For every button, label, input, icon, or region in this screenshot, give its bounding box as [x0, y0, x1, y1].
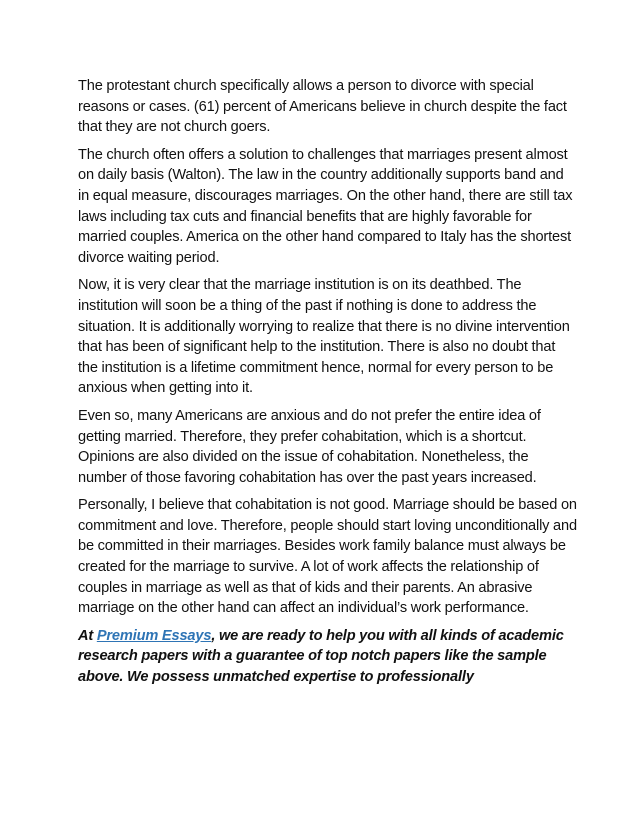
promo-text: , we are ready to help you with all kinds of academic research papers with a guarantee of top notch papers like the sample above. We possess unmatched expertise to professionally: [78, 627, 564, 686]
paragraph-4: Even so, many Americans are anxious and do not prefer the entire idea of getting married. Therefore, they prefer cohabitation, which is a shortcut. Opinions are also divided on the issue of cohabitation. Nonetheless, the number of those favoring cohabitation has over the past years increased.: [78, 407, 541, 486]
paragraph-1: The protestant church specifically allows a person to divorce with special reasons or cases. (61) percent of Americans believe in church despite the fact that they are not church goers.: [78, 78, 567, 136]
document-body: [78, 76, 578, 688]
paragraph-2: The church often offers a solution to challenges that marriages present almost on daily basis (Walton). The law in the country additionally supports band and in equal measure, discourages marriages. On the other hand, there are still tax laws including tax cuts and financial benefits that are highly favorable for married couples. America on the other hand compared to Italy has the shortest divorce waiting period.: [78, 146, 573, 266]
promo-prefix: At: [78, 627, 97, 644]
promo-paragraph: [78, 626, 578, 688]
paragraph-5: Personally, I believe that cohabitation is not good. Marriage should be based on commitment and love. Therefore, people should start loving unconditionally and be committed in their marriages. Besides work family balance must always be created for the marriage to survive. A lot of work affects the relationship of couples in marriage as well as that of kids and their parents. An abrasive marriage on the other hand can affect an individual’s work performance.: [78, 497, 577, 617]
premium-essays-link[interactable]: Premium Essays: [96, 627, 212, 644]
paragraph-3: Now, it is very clear that the marriage institution is on its deathbed. The institution will soon be a thing of the past if nothing is done to address the situation. It is additionally worrying to realize that there is no divine intervention that has been of significant help to the institution. There is also no doubt that the institution is a lifetime commitment hence, normal for every person to be anxious when getting into it.: [78, 277, 570, 397]
